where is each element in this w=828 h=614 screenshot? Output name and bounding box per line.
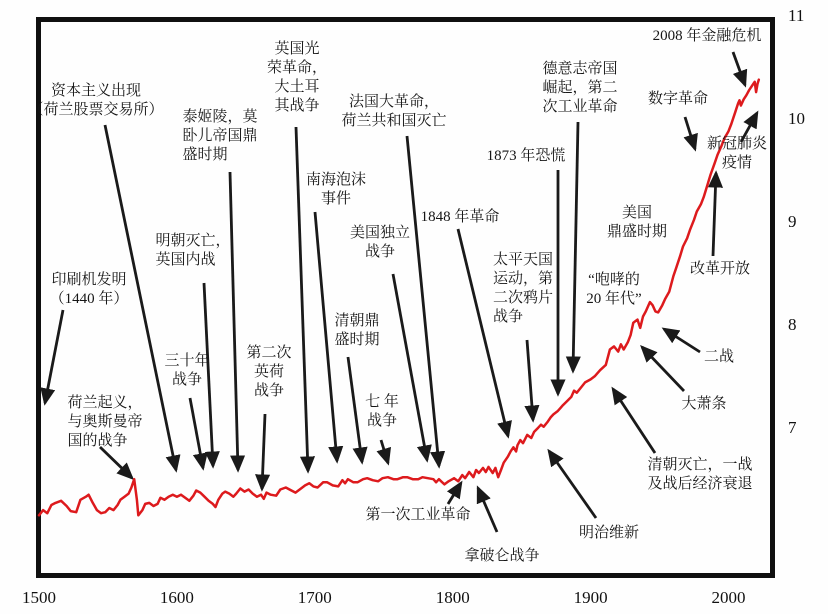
annotation-qing-fall-ww1-recession-line: 清朝灭亡，一战 — [647, 457, 753, 473]
annotation-american-heyday-line: 美国 — [621, 205, 653, 221]
annotation-seven-years-war-line: 七 年 — [365, 394, 399, 410]
annotation-roaring-twenties-line: 20 年代” — [586, 291, 642, 307]
annotation-ww2-line: 二战 — [703, 349, 735, 365]
annotation-ming-fall-english-civil-war — [155, 232, 230, 270]
annotation-dutch-revolt — [67, 394, 142, 451]
annotation-arrow-financial-crisis-2008 — [733, 52, 745, 85]
annotation-taj-mahal-mughal — [182, 108, 257, 165]
annotation-french-revolution-line: 荷兰共和国灭亡 — [341, 113, 447, 129]
annotation-ww2 — [704, 348, 734, 367]
annotation-arrow-reform-opening-up — [713, 173, 716, 256]
annotation-reform-opening-up — [690, 260, 750, 279]
annotation-printing-press-line: （1440 年） — [49, 291, 129, 307]
annotation-roaring-twenties-line: “咆哮的 — [588, 272, 640, 288]
annotation-qing-golden-age-line: 盛时期 — [334, 332, 380, 348]
annotation-glorious-revolution-turkish-war-line: 其战争 — [274, 98, 320, 114]
annotation-digital-revolution — [648, 90, 708, 109]
annotation-arrow-taj-mahal-mughal — [230, 172, 238, 470]
annotation-french-revolution — [341, 93, 446, 131]
annotation-taj-mahal-mughal-line: 盛时期 — [182, 147, 228, 163]
annotation-arrow-meiji-restoration — [549, 451, 596, 518]
annotation-arrow-french-revolution — [407, 136, 439, 466]
annotation-arrow-printing-press — [45, 310, 63, 403]
y-tick-11: 11 — [788, 5, 805, 25]
annotation-seven-years-war — [365, 393, 399, 431]
annotation-thirty-years-war-line: 战争 — [171, 372, 203, 388]
annotation-glorious-revolution-turkish-war — [267, 40, 327, 116]
annotation-american-heyday-line: 鼎盛时期 — [606, 224, 668, 240]
annotation-second-anglo-dutch-war — [246, 344, 291, 401]
annotation-capitalism-dutch-exchange-line: 资本主义出现 — [50, 83, 142, 99]
annotation-arrow-qing-fall-ww1-recession — [613, 389, 655, 453]
annotation-german-empire-second-industrial — [542, 60, 617, 117]
annotation-meiji-restoration-line: 明治维新 — [578, 525, 640, 541]
annotation-qing-golden-age-line: 清朝鼎 — [334, 313, 380, 329]
annotation-napoleonic-wars-line: 拿破仑战争 — [464, 548, 540, 564]
x-tick-1500: 1500 — [22, 588, 56, 607]
annotation-taiping-second-opium — [493, 251, 553, 327]
annotation-taiping-second-opium-line: 运动，第 — [492, 271, 554, 287]
annotation-american-independence-line: 战争 — [364, 244, 396, 260]
annotation-capitalism-dutch-exchange — [28, 82, 163, 120]
x-tick-1900: 1900 — [573, 588, 608, 607]
annotation-arrow-dutch-revolt — [100, 447, 132, 478]
annotation-french-revolution-line: 法国大革命， — [348, 94, 440, 110]
annotation-napoleonic-wars — [464, 547, 539, 566]
annotation-qing-golden-age — [334, 312, 379, 350]
annotation-first-industrial-revolution — [365, 506, 470, 525]
annotation-german-empire-second-industrial-line: 次工业革命 — [542, 99, 618, 115]
annotation-dutch-revolt-line: 荷兰起义， — [67, 395, 143, 411]
annotation-dutch-revolt-line: 与奥斯曼帝 — [67, 414, 143, 430]
annotation-thirty-years-war-line: 三十年 — [164, 353, 210, 369]
annotation-taiping-second-opium-line: 战争 — [492, 309, 524, 325]
x-tick-1600: 1600 — [159, 588, 194, 607]
annotation-covid-19-line: 疫情 — [721, 155, 753, 171]
annotation-revolutions-1848-line: 1848 年革命 — [420, 209, 500, 225]
annotation-arrow-napoleonic-wars — [478, 488, 497, 532]
annotation-first-industrial-revolution-line: 第一次工业革命 — [365, 507, 471, 523]
annotation-revolutions-1848 — [421, 208, 500, 227]
annotation-arrow-second-anglo-dutch-war — [262, 414, 265, 489]
annotation-glorious-revolution-turkish-war-line: 荣革命， — [266, 60, 328, 76]
y-tick-8: 8 — [788, 314, 797, 334]
annotation-german-empire-second-industrial-line: 崛起，第二 — [542, 80, 618, 96]
annotation-covid-19 — [707, 135, 767, 173]
annotation-taiping-second-opium-line: 太平天国 — [492, 252, 554, 268]
annotation-digital-revolution-line: 数字革命 — [647, 91, 709, 107]
annotation-capitalism-dutch-exchange-line: （荷兰股票交易所） — [28, 102, 164, 118]
annotation-ming-fall-english-civil-war-line: 明朝灭亡， — [155, 233, 231, 249]
annotation-american-independence-line: 美国独立 — [349, 225, 411, 241]
annotation-arrow-first-industrial-revolution — [448, 483, 461, 504]
x-tick-1800: 1800 — [435, 588, 470, 607]
annotation-panic-1873-line: 1873 年恐慌 — [486, 148, 566, 164]
annotation-taiping-second-opium-line: 二次鸦片 — [492, 290, 554, 306]
annotation-financial-crisis-2008-line: 2008 年金融危机 — [652, 28, 762, 44]
annotation-financial-crisis-2008 — [653, 27, 762, 46]
annotation-seven-years-war-line: 战争 — [366, 413, 398, 429]
y-tick-7: 7 — [788, 417, 797, 437]
annotation-arrow-ww2 — [664, 329, 700, 352]
annotation-taj-mahal-mughal-line: 卧儿帝国鼎 — [182, 128, 258, 144]
x-tick-1700: 1700 — [297, 588, 332, 607]
annotation-second-anglo-dutch-war-line: 战争 — [253, 383, 285, 399]
annotation-arrow-seven-years-war — [381, 440, 388, 463]
annotation-south-sea-bubble-line: 南海泡沫 — [305, 172, 367, 188]
annotation-arrow-great-depression — [642, 347, 684, 391]
annotation-arrow-digital-revolution — [685, 117, 695, 149]
annotation-ming-fall-english-civil-war-line: 英国内战 — [155, 252, 216, 268]
annotation-american-heyday — [607, 204, 667, 242]
gdp-curve — [39, 80, 759, 516]
annotation-great-depression-line: 大萧条 — [681, 396, 727, 412]
x-tick-2000: 2000 — [711, 588, 746, 607]
annotation-qing-fall-ww1-recession-line: 及战后经济衰退 — [647, 476, 753, 492]
y-tick-9: 9 — [788, 211, 797, 231]
annotation-meiji-restoration — [579, 524, 639, 543]
annotation-german-empire-second-industrial-line: 德意志帝国 — [542, 61, 618, 77]
annotation-great-depression — [681, 395, 726, 414]
annotation-american-independence — [350, 224, 410, 262]
annotation-south-sea-bubble-line: 事件 — [320, 191, 352, 207]
annotation-taj-mahal-mughal-line: 泰姬陵，莫 — [182, 109, 258, 125]
annotation-qing-fall-ww1-recession — [647, 456, 752, 494]
annotation-arrow-thirty-years-war — [190, 398, 203, 468]
annotation-glorious-revolution-turkish-war-line: 英国光 — [274, 41, 320, 57]
annotation-reform-opening-up-line: 改革开放 — [689, 261, 751, 277]
annotation-south-sea-bubble — [306, 171, 366, 209]
annotation-roaring-twenties — [586, 271, 641, 309]
annotation-arrow-german-empire-second-industrial — [573, 122, 578, 371]
annotation-dutch-revolt-line: 国的战争 — [67, 433, 128, 449]
y-tick-10: 10 — [788, 108, 805, 128]
annotation-second-anglo-dutch-war-line: 第二次 — [246, 345, 292, 361]
annotation-arrow-qing-golden-age — [348, 357, 362, 462]
annotation-glorious-revolution-turkish-war-line: 大土耳 — [274, 79, 320, 95]
annotation-thirty-years-war — [164, 352, 209, 390]
annotation-second-anglo-dutch-war-line: 英荷 — [253, 364, 285, 380]
annotation-printing-press-line: 印刷机发明 — [51, 272, 127, 288]
annotation-covid-19-line: 新冠肺炎 — [706, 136, 768, 152]
annotation-arrow-taiping-second-opium — [527, 340, 533, 420]
annotation-panic-1873 — [487, 147, 566, 166]
annotation-printing-press — [50, 271, 129, 309]
